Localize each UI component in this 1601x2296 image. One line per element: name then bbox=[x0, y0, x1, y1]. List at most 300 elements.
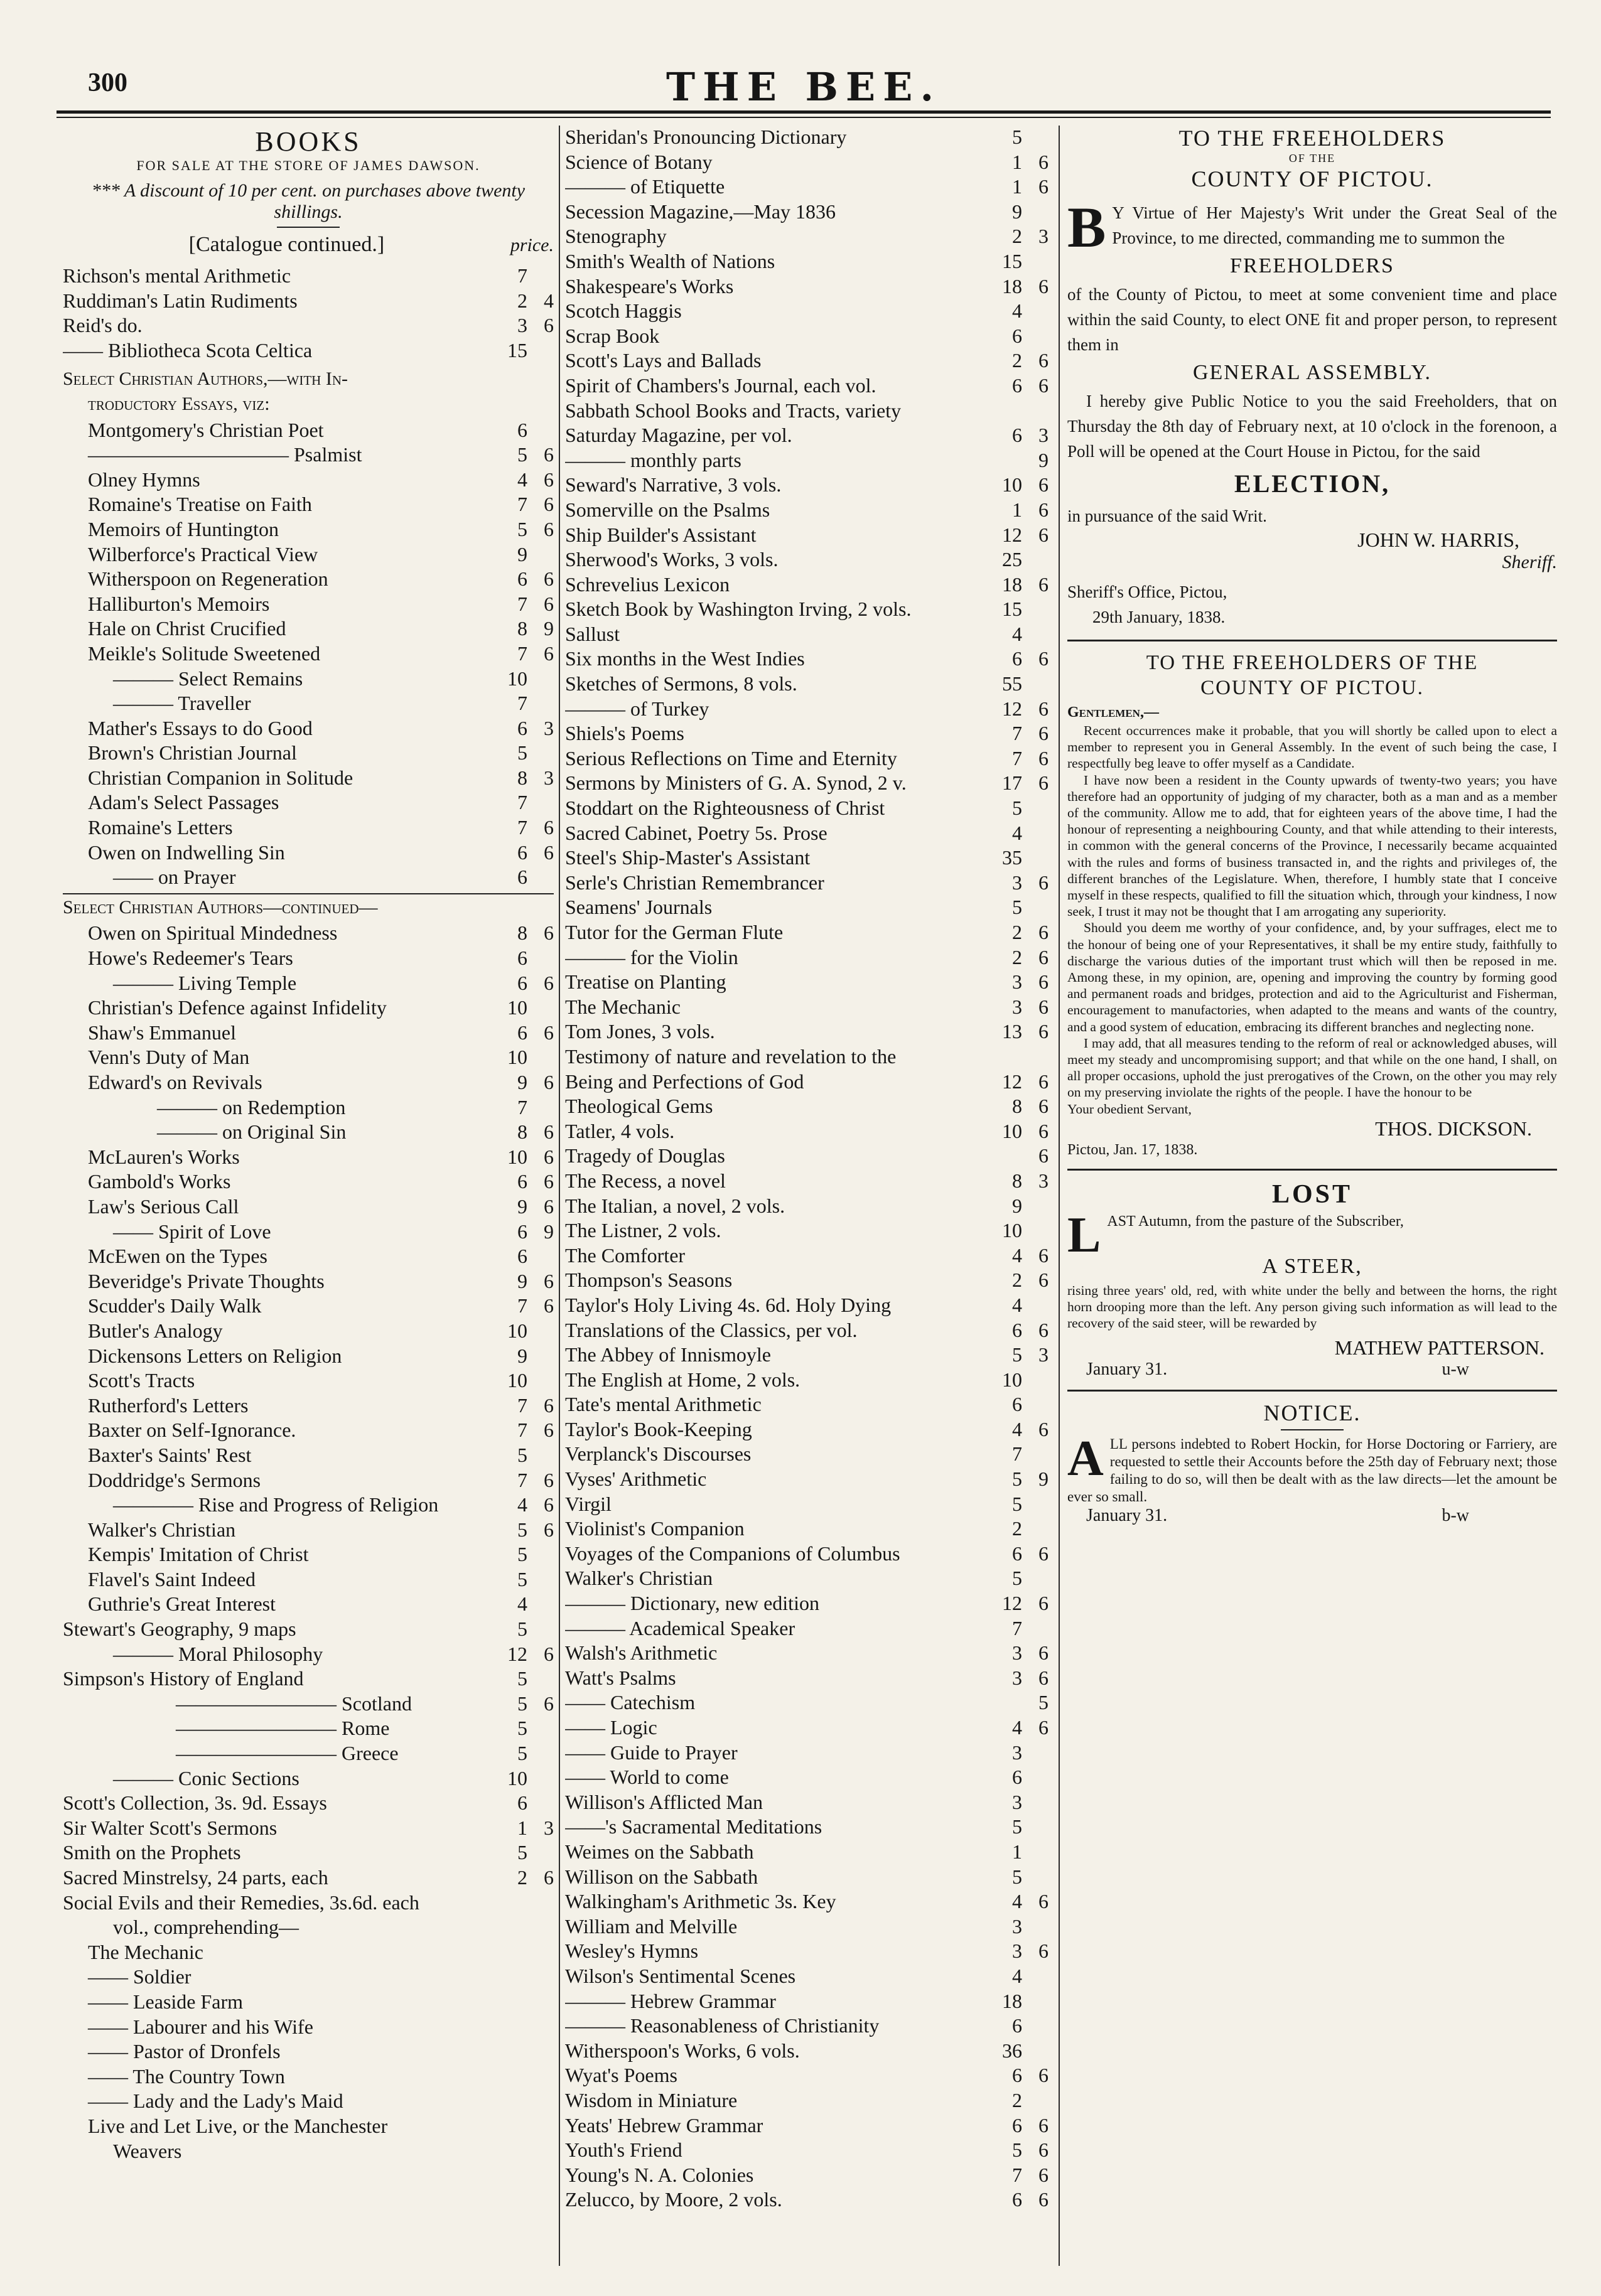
book-entry bbox=[63, 1891, 554, 1916]
price-pence: 6 bbox=[1038, 746, 1048, 770]
book-entry bbox=[63, 2065, 554, 2090]
price-shillings: 10 bbox=[507, 1369, 527, 1392]
price-shillings: 18 bbox=[1002, 274, 1022, 298]
price-pence: 6 bbox=[544, 971, 554, 994]
book-entry bbox=[565, 1393, 1048, 1418]
book-entry bbox=[565, 1194, 1048, 1220]
price-pence: 6 bbox=[544, 1194, 554, 1218]
book-title: Adam's Select Passages bbox=[88, 791, 279, 814]
divider bbox=[1067, 640, 1557, 641]
book-title: Live and Let Live, or the Manchester bbox=[88, 2114, 388, 2137]
price-pence: 6 bbox=[1038, 1269, 1048, 1292]
price-shillings: 5 bbox=[517, 517, 527, 540]
book-entry bbox=[565, 1343, 1048, 1368]
book-entry bbox=[63, 339, 554, 364]
book-title: Wilson's Sentimental Scenes bbox=[565, 1964, 796, 1987]
price-shillings: 7 bbox=[517, 791, 527, 814]
price-shillings: 7 bbox=[517, 493, 527, 516]
price-pence: 6 bbox=[544, 567, 554, 591]
book-entry bbox=[565, 797, 1048, 822]
book-title: Wesley's Hymns bbox=[565, 1939, 699, 1963]
price-shillings: 5 bbox=[1012, 1492, 1022, 1515]
book-title: Weimes on the Sabbath bbox=[565, 1840, 754, 1863]
book-title: Wisdom in Miniature bbox=[565, 2088, 738, 2111]
book-entry bbox=[63, 1394, 554, 1419]
masthead-title: THE BEE. bbox=[666, 64, 942, 110]
book-title: Secession Magazine,—May 1836 bbox=[565, 200, 836, 223]
price-shillings: 6 bbox=[517, 567, 527, 591]
price-shillings: 2 bbox=[1012, 945, 1022, 968]
book-entry bbox=[63, 1816, 554, 1842]
price-shillings: 6 bbox=[1012, 1766, 1022, 1789]
book-title: Christian Companion in Solitude bbox=[88, 766, 353, 789]
price-shillings: 17 bbox=[1002, 771, 1022, 795]
lost-body: AST Autumn, from the pasture of the Subscriber, bbox=[1107, 1213, 1404, 1230]
book-title: Willison on the Sabbath bbox=[565, 1865, 758, 1888]
price-pence: 6 bbox=[1038, 945, 1048, 968]
book-title: Social Evils and their Remedies, 3s.6d. each bbox=[63, 1891, 419, 1914]
price-pence: 6 bbox=[1038, 1890, 1048, 1913]
book-entry bbox=[565, 250, 1048, 275]
price-shillings: 12 bbox=[1002, 697, 1022, 720]
book-entry bbox=[63, 593, 554, 618]
price-shillings: 12 bbox=[1002, 1592, 1022, 1615]
price-shillings: 3 bbox=[1012, 1666, 1022, 1689]
notice-signer: THOS. DICKSON. bbox=[1375, 1117, 1532, 1140]
book-title: Hale on Christ Crucified bbox=[88, 617, 286, 640]
price-shillings: 12 bbox=[1002, 1070, 1022, 1093]
price-pence: 6 bbox=[1038, 1666, 1048, 1689]
price-shillings: 10 bbox=[507, 1319, 527, 1342]
price-shillings: 5 bbox=[517, 1543, 527, 1566]
price-shillings: 2 bbox=[1012, 1269, 1022, 1292]
book-title: Butler's Analogy bbox=[88, 1319, 223, 1342]
notice-dickson-address bbox=[1067, 650, 1557, 1159]
price-shillings: 6 bbox=[1012, 647, 1022, 670]
book-entry bbox=[63, 741, 554, 766]
book-entry bbox=[63, 1965, 554, 1990]
book-entry bbox=[565, 672, 1048, 697]
book-title: —— The Country Town bbox=[88, 2064, 285, 2088]
book-entry bbox=[565, 275, 1048, 300]
book-entry bbox=[565, 299, 1048, 325]
price-shillings: 5 bbox=[517, 1692, 527, 1715]
price-shillings: 7 bbox=[1012, 722, 1022, 745]
price-shillings: 5 bbox=[1012, 2138, 1022, 2162]
book-entry bbox=[565, 846, 1048, 871]
price-pence: 6 bbox=[1038, 2113, 1048, 2137]
price-shillings: 15 bbox=[1002, 598, 1022, 621]
book-title: ——— Dictionary, new edition bbox=[565, 1592, 819, 1615]
notice-signer-title: Sheriff. bbox=[1502, 552, 1557, 572]
book-entry bbox=[565, 399, 1048, 424]
book-title: Tragedy of Douglas bbox=[565, 1144, 725, 1167]
book-entry bbox=[565, 623, 1048, 648]
price-pence: 6 bbox=[544, 1419, 554, 1442]
book-entry bbox=[565, 2064, 1048, 2089]
book-entry bbox=[565, 2164, 1048, 2189]
book-title: ———————— Rome bbox=[176, 1717, 390, 1740]
book-entry bbox=[565, 1716, 1048, 1741]
book-entry bbox=[565, 449, 1048, 474]
book-title: Walsh's Arithmetic bbox=[565, 1641, 718, 1665]
price-pence: 6 bbox=[1038, 498, 1048, 521]
book-entry bbox=[565, 151, 1048, 176]
book-entry bbox=[63, 518, 554, 543]
book-entry bbox=[63, 642, 554, 667]
price-shillings: 35 bbox=[1002, 846, 1022, 869]
price-pence: 6 bbox=[1038, 274, 1048, 298]
price-pence: 6 bbox=[544, 1468, 554, 1491]
price-shillings: 3 bbox=[1012, 1641, 1022, 1665]
price-pence: 9 bbox=[1038, 448, 1048, 471]
book-entry bbox=[565, 424, 1048, 449]
price-shillings: 7 bbox=[517, 1468, 527, 1491]
book-title: Baxter on Self-Ignorance. bbox=[88, 1419, 296, 1442]
book-title: Smith's Wealth of Nations bbox=[565, 249, 775, 272]
book-title: Mather's Essays to do Good bbox=[88, 716, 313, 739]
book-entry bbox=[63, 567, 554, 593]
price-pence: 3 bbox=[1038, 1169, 1048, 1192]
book-title: Reid's do. bbox=[63, 314, 143, 337]
book-entry bbox=[565, 1865, 1048, 1891]
book-title: —— on Prayer bbox=[113, 866, 236, 889]
book-entry bbox=[565, 1467, 1048, 1493]
price-pence: 9 bbox=[544, 1220, 554, 1243]
notice-paragraph: I may add, that all measures tending to the reform of real or acknowledged abuses, will meet my steady and uncompromising support; and that while on the one hand, I shall, on all proper occasions, uphold the just prerogatives of the Crown, on the other you may rely on my preserving inviolate the rights of the people. I have the honour to be bbox=[1067, 1035, 1557, 1100]
book-entry bbox=[63, 1319, 554, 1344]
price-shillings: 10 bbox=[507, 667, 527, 690]
price-shillings: 7 bbox=[1012, 2163, 1022, 2186]
price-pence: 6 bbox=[544, 1145, 554, 1168]
price-shillings: 4 bbox=[1012, 1890, 1022, 1913]
price-pence: 6 bbox=[544, 1518, 554, 1541]
price-pence: 6 bbox=[1038, 2188, 1048, 2211]
book-title: ——— Moral Philosophy bbox=[113, 1642, 323, 1665]
book-title: —— World to come bbox=[565, 1766, 729, 1789]
price-pence: 3 bbox=[544, 1816, 554, 1839]
book-entry bbox=[565, 1169, 1048, 1194]
book-title: Walker's Christian bbox=[565, 1567, 713, 1590]
price-shillings: 4 bbox=[517, 1592, 527, 1616]
price-shillings: 6 bbox=[1012, 373, 1022, 397]
book-title: Simpson's History of England bbox=[63, 1667, 304, 1690]
price-pence: 3 bbox=[1038, 1343, 1048, 1366]
book-title: McEwen on the Types bbox=[88, 1245, 267, 1268]
notice-lost bbox=[1067, 1179, 1557, 1380]
column-divider-2 bbox=[1059, 126, 1060, 2266]
price-pence: 6 bbox=[1038, 771, 1048, 795]
price-shillings: 2 bbox=[1012, 1517, 1022, 1540]
price-shillings: 5 bbox=[1012, 1467, 1022, 1491]
book-entry bbox=[565, 995, 1048, 1021]
price-pence: 6 bbox=[544, 1866, 554, 1889]
price-shillings: 15 bbox=[507, 338, 527, 362]
notice-pursuance: in pursuance of the said Writ. bbox=[1067, 507, 1267, 525]
price-shillings: 7 bbox=[517, 264, 527, 287]
book-title: Flavel's Saint Indeed bbox=[88, 1567, 256, 1591]
price-shillings: 9 bbox=[517, 542, 527, 566]
price-shillings: 18 bbox=[1002, 572, 1022, 596]
book-entry bbox=[63, 1170, 554, 1195]
book-title: Richson's mental Arithmetic bbox=[63, 264, 291, 287]
price-shillings: 3 bbox=[1012, 1790, 1022, 1813]
book-entry bbox=[565, 1517, 1048, 1542]
price-label: price. bbox=[510, 235, 554, 255]
book-entry bbox=[63, 996, 554, 1021]
price-shillings: 5 bbox=[1012, 1865, 1022, 1888]
price-pence: 6 bbox=[544, 1021, 554, 1044]
books-title: BOOKS bbox=[255, 126, 362, 157]
book-entry bbox=[565, 822, 1048, 847]
notice-election: ELECTION, bbox=[1234, 469, 1391, 498]
book-entry bbox=[565, 1939, 1048, 1965]
catalogue-label: [Catalogue continued.] bbox=[188, 233, 385, 256]
book-entry bbox=[565, 349, 1048, 374]
notice-code: b-w bbox=[1442, 1506, 1469, 1526]
notice-date-row bbox=[1067, 1506, 1557, 1526]
book-title: Saturday Magazine, per vol. bbox=[565, 424, 792, 447]
notice-title: NOTICE. bbox=[1263, 1400, 1361, 1426]
price-pence: 6 bbox=[1038, 1119, 1048, 1142]
book-title: Seward's Narrative, 3 vols. bbox=[565, 473, 782, 496]
notice-paragraph: Recent occurrences make it probable, that you will shortly be called upon to elect a member to represent you in General Assembly. In the event of such being the case, I respectfully beg leave to offer myself as a Candidate. bbox=[1067, 723, 1557, 771]
book-entry bbox=[63, 1990, 554, 2015]
price-shillings: 7 bbox=[1012, 1616, 1022, 1639]
book-entry bbox=[63, 1419, 554, 1444]
price-shillings: 5 bbox=[1012, 1567, 1022, 1590]
book-entry bbox=[565, 473, 1048, 498]
book-entry bbox=[63, 617, 554, 642]
price-pence: 9 bbox=[1038, 1467, 1048, 1491]
notice-paragraph: I have now been a resident in the County upwards of twenty-two years; you have therefore had an opportunity of judging of my character, both as a man and as a member of the community. Allow me to add, that for eighteen years of the above time, I had the honour of representing a neighbouring County, and that while attending to their interests, in common with the general concerns of the Province, I necessarily became acquainted with the rules and forms of business transacted in, and the rights and privileges of, the different branches of the Legislature. When, therefore, I humbly state that I conceive myself in these respects, qualified to fill the situation which, through your kindness, I now seek, I trust it may not be thought that I am arrogating any superiority. bbox=[1067, 772, 1557, 920]
price-shillings: 7 bbox=[517, 816, 527, 839]
book-title: Law's Serious Call bbox=[88, 1194, 239, 1218]
book-entry bbox=[63, 766, 554, 791]
book-title: Guthrie's Great Interest bbox=[88, 1592, 276, 1616]
book-entry bbox=[565, 200, 1048, 225]
price-pence: 6 bbox=[1038, 1716, 1048, 1739]
book-entry bbox=[565, 2138, 1048, 2164]
book-entry bbox=[565, 325, 1048, 350]
book-title: ———— Rise and Progress of Religion bbox=[113, 1493, 439, 1516]
book-title: Walker's Christian bbox=[88, 1518, 236, 1541]
book-entry bbox=[63, 1643, 554, 1668]
price-shillings: 12 bbox=[507, 1642, 527, 1665]
price-shillings: 13 bbox=[1002, 1020, 1022, 1043]
book-entry bbox=[565, 1965, 1048, 1990]
book-entry bbox=[565, 871, 1048, 896]
price-shillings: 6 bbox=[517, 840, 527, 864]
book-title: Willison's Afflicted Man bbox=[565, 1790, 763, 1813]
price-shillings: 5 bbox=[517, 443, 527, 466]
price-shillings: 36 bbox=[1002, 2039, 1022, 2062]
book-title: Romaine's Letters bbox=[88, 816, 233, 839]
section-title-select-authors-continued: Select Christian Authors—continued— bbox=[63, 896, 378, 918]
book-entry bbox=[565, 1418, 1048, 1443]
price-pence: 6 bbox=[1038, 572, 1048, 596]
book-title: Scrap Book bbox=[565, 324, 660, 347]
price-shillings: 5 bbox=[1012, 126, 1022, 148]
notice-closing: Your obedient Servant, bbox=[1067, 1101, 1192, 1117]
book-title: Sacred Minstrelsy, 24 parts, each bbox=[63, 1866, 328, 1889]
book-title: ——— on Redemption bbox=[157, 1095, 346, 1118]
book-list-b bbox=[63, 419, 554, 891]
book-title: ——— Traveller bbox=[113, 692, 251, 715]
book-entry bbox=[63, 1120, 554, 1145]
book-entry bbox=[63, 2140, 554, 2165]
book-entry bbox=[63, 1245, 554, 1270]
book-entry bbox=[63, 314, 554, 339]
book-title: Halliburton's Memoirs bbox=[88, 592, 270, 615]
notice-title: TO THE FREEHOLDERS bbox=[1178, 126, 1446, 151]
book-entry bbox=[565, 374, 1048, 399]
notice-dateline: Pictou, Jan. 17, 1838. bbox=[1067, 1141, 1198, 1158]
price-shillings: 7 bbox=[517, 1419, 527, 1442]
book-entry bbox=[565, 573, 1048, 598]
book-entry bbox=[565, 1542, 1048, 1567]
price-shillings: 6 bbox=[1012, 1318, 1022, 1341]
book-entry bbox=[63, 717, 554, 742]
book-title: Sketch Book by Washington Irving, 2 vols. bbox=[565, 598, 912, 621]
book-entry bbox=[565, 722, 1048, 747]
book-title: Yeats' Hebrew Grammar bbox=[565, 2113, 763, 2137]
book-title: ——— of Turkey bbox=[565, 697, 709, 720]
book-title: Stewart's Geography, 9 maps bbox=[63, 1617, 296, 1641]
book-title: Smith on the Prophets bbox=[63, 1841, 241, 1864]
price-shillings: 6 bbox=[1012, 2064, 1022, 2087]
price-shillings: 4 bbox=[1012, 1716, 1022, 1739]
book-entry bbox=[565, 2188, 1048, 2213]
price-shillings: 2 bbox=[1012, 349, 1022, 372]
price-shillings: 6 bbox=[1012, 324, 1022, 347]
book-title: The Mechanic bbox=[565, 995, 681, 1018]
book-title: ——— Select Remains bbox=[113, 667, 303, 690]
book-title: Scotch Haggis bbox=[565, 299, 682, 323]
books-column-2 bbox=[565, 126, 1048, 2271]
price-pence: 3 bbox=[1038, 225, 1048, 248]
book-entry bbox=[565, 598, 1048, 623]
price-shillings: 10 bbox=[507, 1766, 527, 1789]
book-entry bbox=[565, 2089, 1048, 2114]
price-shillings: 6 bbox=[517, 716, 527, 739]
book-entry bbox=[63, 1592, 554, 1617]
price-shillings: 6 bbox=[1012, 424, 1022, 447]
book-entry bbox=[565, 1045, 1048, 1070]
book-entry bbox=[565, 1840, 1048, 1865]
price-shillings: 5 bbox=[1012, 797, 1022, 820]
book-title: Memoirs of Huntington bbox=[88, 517, 279, 540]
notice-of-the: OF THE bbox=[1288, 152, 1336, 164]
book-title: —— Pastor of Dronfels bbox=[88, 2040, 281, 2063]
price-pence: 6 bbox=[544, 1294, 554, 1317]
book-entry bbox=[63, 1071, 554, 1096]
price-pence: 6 bbox=[1038, 970, 1048, 994]
price-pence: 6 bbox=[544, 443, 554, 466]
book-entry bbox=[63, 1469, 554, 1494]
price-pence: 6 bbox=[1038, 995, 1048, 1018]
book-title: McLauren's Works bbox=[88, 1145, 240, 1168]
price-pence: 6 bbox=[1038, 1939, 1048, 1963]
book-title: The Abbey of Innismoyle bbox=[565, 1343, 771, 1366]
book-entry bbox=[565, 1219, 1048, 1244]
book-title: Vyses' Arithmetic bbox=[565, 1467, 707, 1491]
book-title: Shaw's Emmanuel bbox=[88, 1021, 236, 1044]
notice-office: Sheriff's Office, Pictou, bbox=[1067, 582, 1227, 601]
price-shillings: 6 bbox=[1012, 2014, 1022, 2037]
notice-county: COUNTY OF PICTOU. bbox=[1200, 677, 1424, 699]
book-title: William and Melville bbox=[565, 1914, 738, 1938]
book-title: ——— Reasonableness of Christianity bbox=[565, 2014, 880, 2037]
book-title: Theological Gems bbox=[565, 1095, 713, 1118]
price-shillings: 7 bbox=[517, 592, 527, 615]
book-title: —— Soldier bbox=[88, 1965, 191, 1988]
book-title: Sallust bbox=[565, 622, 620, 645]
book-title: vol., comprehending— bbox=[113, 1916, 299, 1939]
book-title: Ship Builder's Assistant bbox=[565, 523, 757, 546]
book-title: —— Bibliotheca Scota Celtica bbox=[63, 338, 313, 362]
book-entry bbox=[565, 896, 1048, 921]
book-entry bbox=[63, 1916, 554, 1941]
price-shillings: 2 bbox=[517, 1866, 527, 1889]
price-shillings: 9 bbox=[517, 1344, 527, 1367]
book-title: —— Leaside Farm bbox=[88, 1990, 244, 2013]
book-title: Shiels's Poems bbox=[565, 722, 684, 745]
page-number: 300 bbox=[88, 68, 127, 97]
price-shillings: 5 bbox=[517, 1841, 527, 1864]
book-entry bbox=[565, 697, 1048, 722]
book-title: Translations of the Classics, per vol. bbox=[565, 1318, 858, 1341]
divider bbox=[63, 893, 554, 894]
book-entry bbox=[565, 2114, 1048, 2139]
book-entry bbox=[63, 1369, 554, 1394]
book-title: The English at Home, 2 vols. bbox=[565, 1368, 800, 1391]
price-shillings: 4 bbox=[517, 1493, 527, 1516]
price-pence: 6 bbox=[1038, 921, 1048, 943]
book-title: —— Spirit of Love bbox=[113, 1220, 271, 1243]
book-title: ——— on Original Sin bbox=[157, 1120, 347, 1144]
book-entry bbox=[63, 493, 554, 518]
book-title: Thompson's Seasons bbox=[565, 1269, 733, 1292]
notice-freeholders-election bbox=[1067, 126, 1557, 630]
section-title-cont: troductory Essays, viz: bbox=[88, 393, 270, 414]
price-shillings: 6 bbox=[1012, 1393, 1022, 1416]
book-entry bbox=[63, 1866, 554, 1891]
book-title: Olney Hymns bbox=[88, 468, 200, 491]
book-title: Voyages of the Companions of Columbus bbox=[565, 1542, 900, 1565]
book-entry bbox=[565, 1990, 1048, 2015]
book-title: Scudder's Daily Walk bbox=[88, 1294, 262, 1317]
price-shillings: 3 bbox=[1012, 1939, 1022, 1963]
price-pence: 3 bbox=[544, 766, 554, 789]
price-pence: 6 bbox=[544, 1120, 554, 1144]
book-title: Stenography bbox=[565, 225, 667, 248]
book-list-d bbox=[63, 1617, 554, 2164]
book-entry bbox=[63, 841, 554, 866]
price-shillings: 5 bbox=[1012, 1815, 1022, 1838]
book-entry bbox=[565, 1567, 1048, 1592]
book-title: The Recess, a novel bbox=[565, 1169, 726, 1192]
book-title: Kempis' Imitation of Christ bbox=[88, 1543, 309, 1566]
dropcap-letter: B bbox=[1067, 195, 1106, 259]
book-title: Witherspoon's Works, 6 vols. bbox=[565, 2039, 800, 2062]
price-shillings: 6 bbox=[517, 1021, 527, 1044]
catalogue-header bbox=[63, 233, 554, 264]
book-title: Sabbath School Books and Tracts, variety bbox=[565, 399, 902, 422]
notice-body: of the County of Pictou, to meet at some convenient time and place within the said County, to elect ONE fit and proper person, to represent them in bbox=[1067, 285, 1557, 354]
book-title: Sketches of Sermons, 8 vols. bbox=[565, 672, 797, 695]
book-entry bbox=[565, 1666, 1048, 1692]
